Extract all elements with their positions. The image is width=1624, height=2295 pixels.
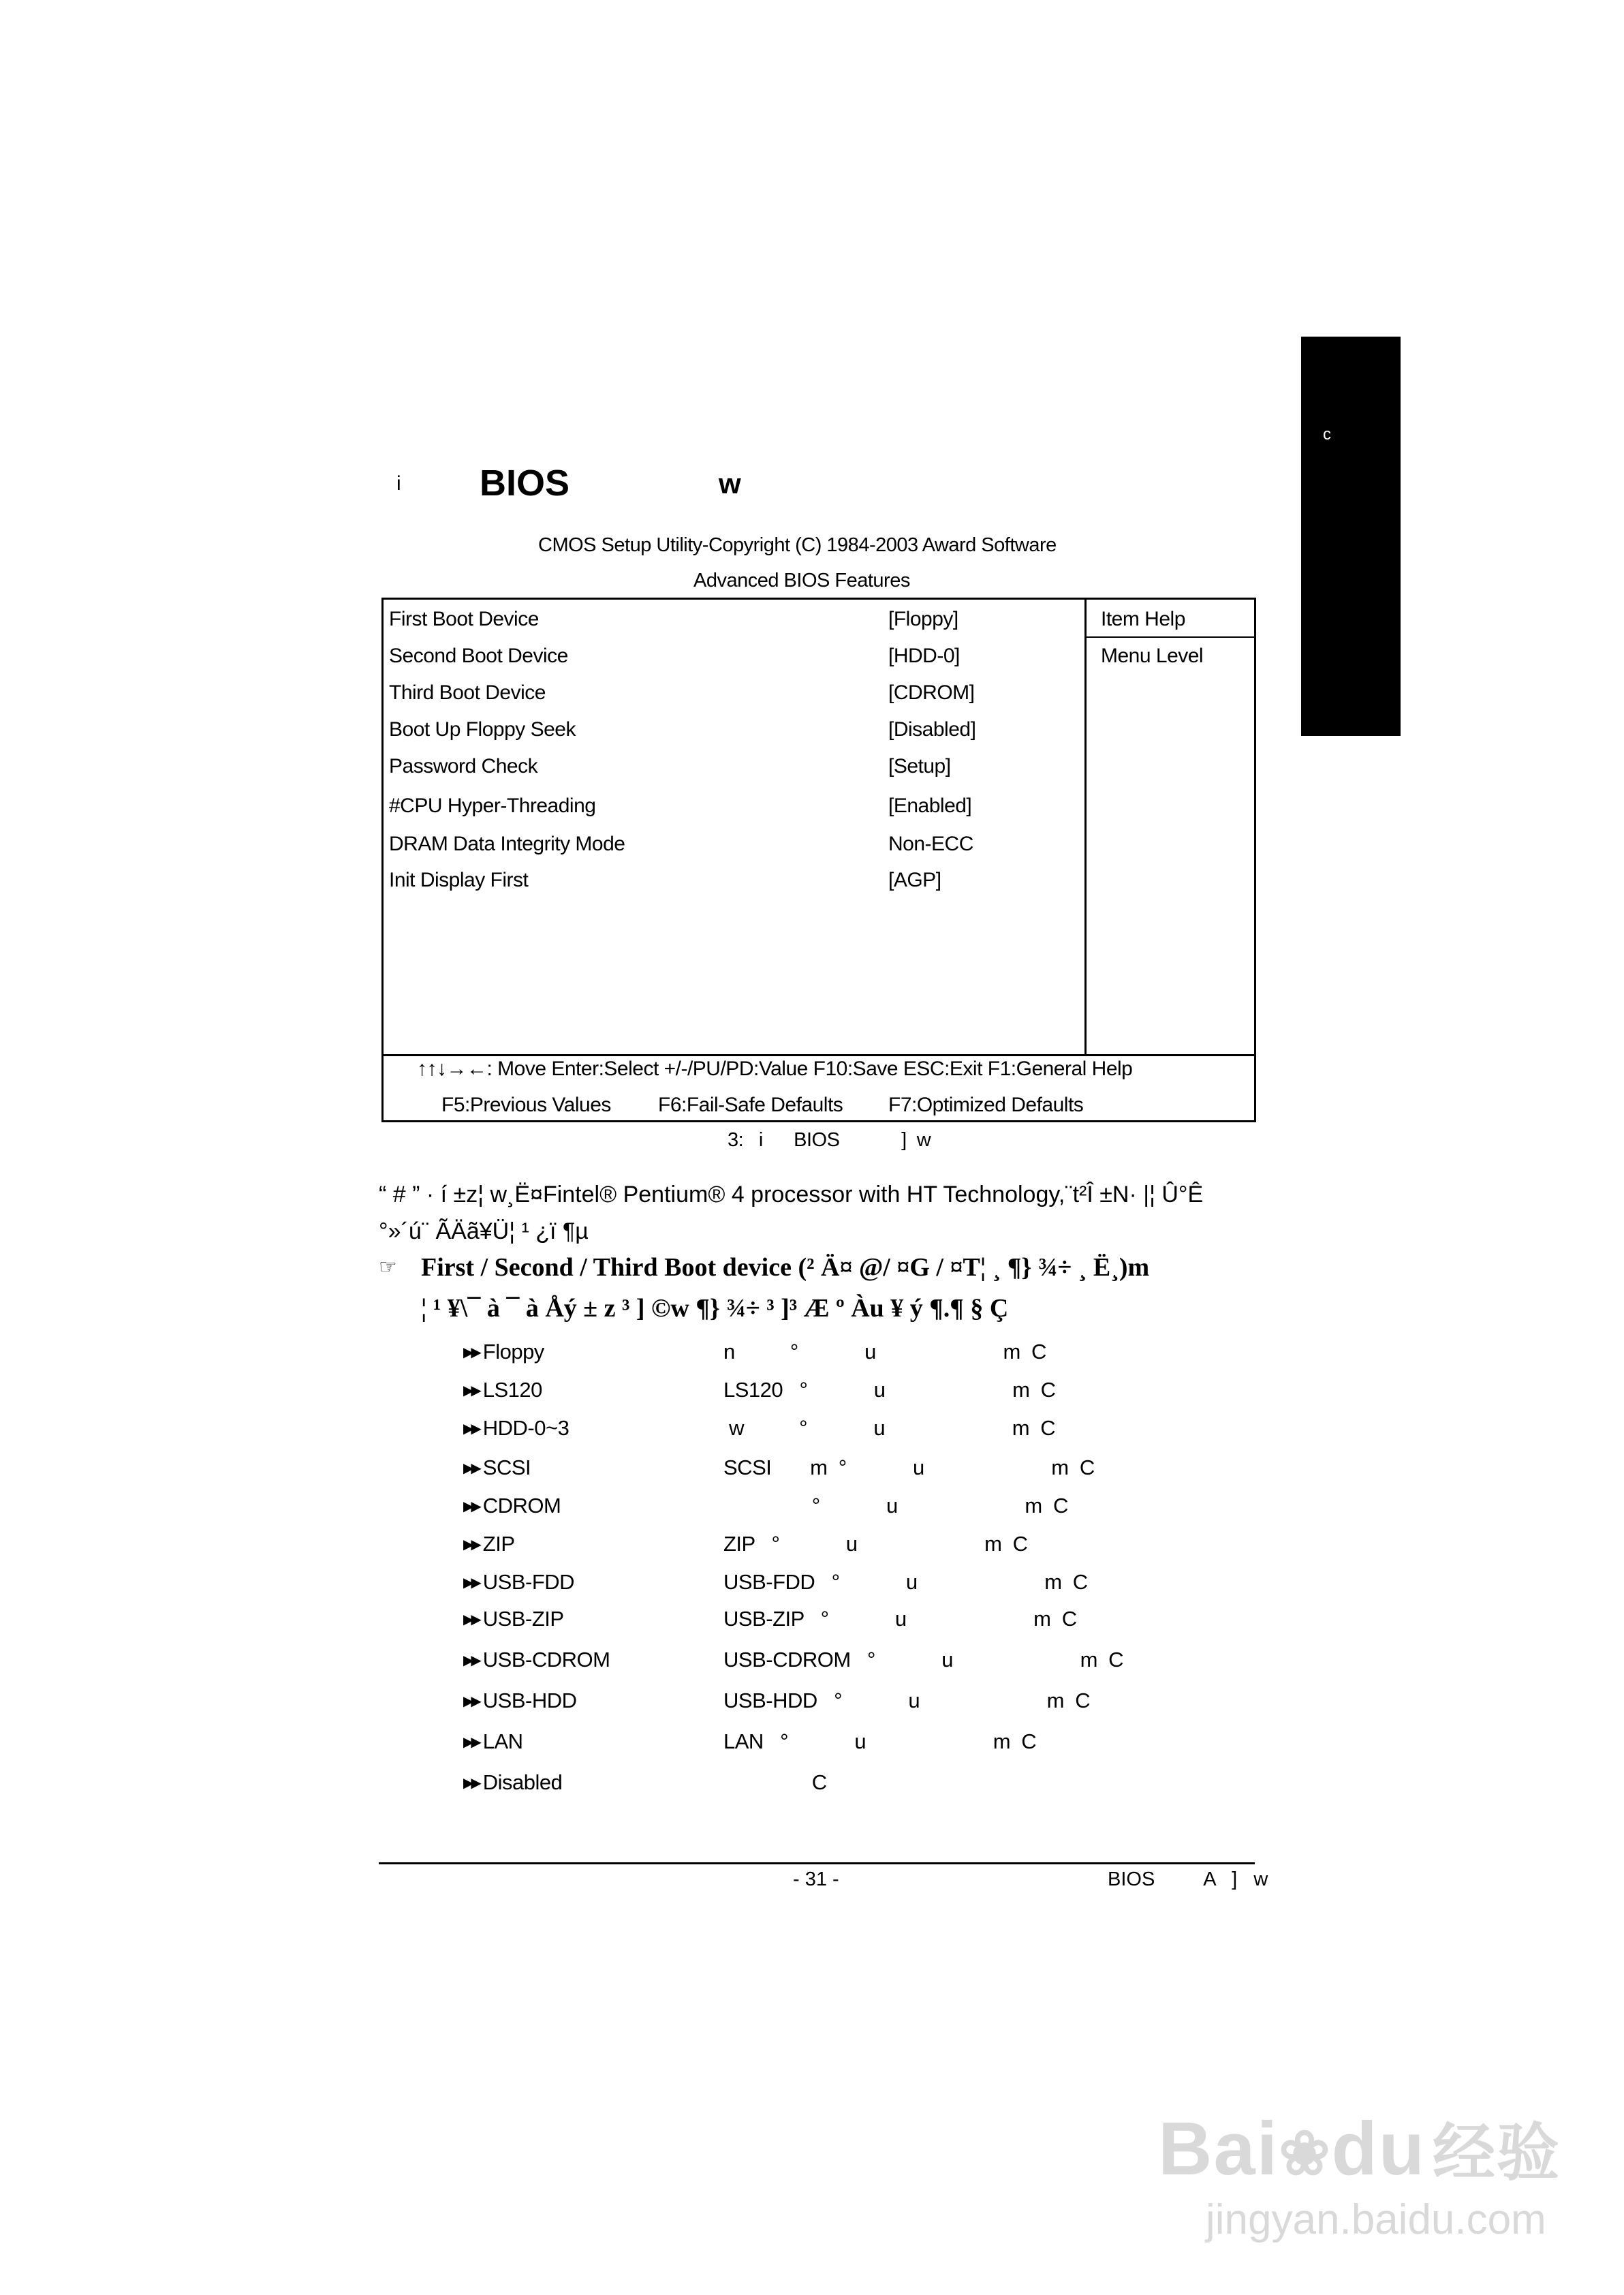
boot-option-desc: USB-CDROM ° u m C xyxy=(723,1648,1124,1672)
bios-item-label[interactable]: First Boot Device xyxy=(389,608,539,630)
boot-option-desc: USB-FDD ° u m C xyxy=(723,1570,1088,1594)
double-arrow-icon: ▶▶ xyxy=(463,1575,479,1590)
double-arrow-icon: ▶▶ xyxy=(463,1776,479,1791)
footer-chapter: BIOS A ] w xyxy=(1108,1868,1268,1890)
boot-option: ▶▶ CDROM xyxy=(463,1494,561,1518)
bios-item-value[interactable]: [Enabled] xyxy=(888,795,972,817)
key-legend-f7: F7:Optimized Defaults xyxy=(888,1094,1084,1116)
watermark-logo: Bai❀du 经验 xyxy=(1158,2107,1561,2191)
section-heading: BIOS xyxy=(480,463,570,504)
heading-prefix: i xyxy=(396,472,401,495)
help-title: Item Help xyxy=(1101,608,1185,630)
double-arrow-icon: ▶▶ xyxy=(463,1383,479,1398)
chapter-tab-label: c xyxy=(1323,425,1331,444)
hand-pointer-icon: ☞ xyxy=(379,1256,397,1278)
double-arrow-icon: ▶▶ xyxy=(463,1735,479,1750)
boot-option: ▶▶ Floppy xyxy=(463,1340,544,1364)
boot-option: ▶▶ LAN xyxy=(463,1729,523,1753)
bios-item-label[interactable]: #CPU Hyper-Threading xyxy=(389,795,596,817)
bios-divider-vertical xyxy=(1084,598,1087,1054)
bios-item-value[interactable]: [Disabled] xyxy=(888,718,976,741)
double-arrow-icon: ▶▶ xyxy=(463,1537,479,1552)
key-legend-f5: F5:Previous Values xyxy=(441,1094,611,1116)
footer-rule xyxy=(379,1862,1255,1864)
double-arrow-icon: ▶▶ xyxy=(463,1345,479,1360)
chapter-tab xyxy=(1301,337,1401,736)
bios-screen xyxy=(381,598,1256,1122)
double-arrow-icon: ▶▶ xyxy=(463,1461,479,1476)
boot-option: ▶▶ LS120 xyxy=(463,1378,542,1402)
boot-option-desc: w ° u m C xyxy=(723,1416,1056,1440)
boot-option-desc: USB-HDD ° u m C xyxy=(723,1689,1091,1712)
boot-section-subtitle: ¦ ¹ ¥\¯ à ¯ à Åý ± z ³ ] ©w ¶} ¾÷ ³ ]³ Æ º Àu ¥ ý ¶.¶ § Ç xyxy=(421,1294,1009,1323)
help-divider xyxy=(1087,636,1256,638)
page-number: - 31 - xyxy=(793,1868,839,1890)
bios-item-label[interactable]: Password Check xyxy=(389,755,538,777)
boot-option: ▶▶ SCSI xyxy=(463,1455,531,1479)
bios-item-value[interactable]: [Floppy] xyxy=(888,608,958,630)
bios-item-label[interactable]: DRAM Data Integrity Mode xyxy=(389,833,625,855)
bios-item-value[interactable]: [CDROM] xyxy=(888,681,975,704)
boot-option: ▶▶ USB-CDROM xyxy=(463,1648,610,1672)
watermark-url: jingyan.baidu.com xyxy=(1206,2196,1546,2243)
boot-option-desc: C xyxy=(723,1770,827,1794)
heading-suffix: w xyxy=(719,467,741,499)
boot-option-desc: USB-ZIP ° u m C xyxy=(723,1607,1077,1631)
boot-option-desc: ZIP ° u m C xyxy=(723,1532,1028,1556)
help-level: Menu Level xyxy=(1101,645,1204,667)
double-arrow-icon: ▶▶ xyxy=(463,1499,479,1514)
boot-option: ▶▶ HDD-0~3 xyxy=(463,1416,569,1440)
bios-item-value[interactable]: Non-ECC xyxy=(888,833,973,855)
boot-section-title: First / Second / Third Boot device (² Ä¤ @/ ¤G / ¤T¦ ¸ ¶} ¾÷ ¸ Ë¸)m xyxy=(421,1253,1150,1282)
bios-item-value[interactable]: [Setup] xyxy=(888,755,951,777)
double-arrow-icon: ▶▶ xyxy=(463,1612,479,1627)
bios-caption-title: CMOS Setup Utility-Copyright (C) 1984-2003 Award Software xyxy=(538,534,1057,556)
paw-icon: ❀ xyxy=(1279,2120,1332,2188)
key-legend-f6: F6:Fail-Safe Defaults xyxy=(658,1094,843,1116)
boot-option-desc: SCSI m ° u m C xyxy=(723,1455,1095,1479)
boot-option-desc: ° u m C xyxy=(723,1494,1068,1518)
bios-item-label[interactable]: Second Boot Device xyxy=(389,645,568,667)
paragraph-line2: °»´ú¨ ÃÄã¥Ü¦ ¹ ¿ï ¶µ xyxy=(379,1218,589,1244)
boot-option: ▶▶ ZIP xyxy=(463,1532,515,1556)
bios-item-value[interactable]: [AGP] xyxy=(888,869,941,891)
boot-option-desc: n ° u m C xyxy=(723,1340,1046,1364)
bios-item-label[interactable]: Init Display First xyxy=(389,869,529,891)
double-arrow-icon: ▶▶ xyxy=(463,1694,479,1709)
bios-item-label[interactable]: Third Boot Device xyxy=(389,681,546,704)
bios-item-label[interactable]: Boot Up Floppy Seek xyxy=(389,718,576,741)
boot-option: ▶▶ USB-HDD xyxy=(463,1689,577,1712)
boot-option: ▶▶ USB-FDD xyxy=(463,1570,575,1594)
boot-option-desc: LS120 ° u m C xyxy=(723,1378,1056,1402)
bios-item-value[interactable]: [HDD-0] xyxy=(888,645,960,667)
key-legend-line1: ↑↑↓→←: Move Enter:Select +/-/PU/PD:Value F10:Save ESC:Exit F1:General Help xyxy=(417,1058,1133,1080)
double-arrow-icon: ▶▶ xyxy=(463,1421,479,1436)
boot-option: ▶▶ Disabled xyxy=(463,1770,563,1794)
boot-option: ▶▶ USB-ZIP xyxy=(463,1607,564,1631)
figure-caption: 3: i BIOS ] w xyxy=(728,1129,931,1151)
bios-divider-horizontal xyxy=(381,1054,1256,1056)
paragraph-line1: “ # ” · í ±z¦ w¸Ë¤Fintel® Pentium® 4 processor with HT Technology,¨t²Î ±N· |¦ Û°Ê xyxy=(379,1182,1204,1207)
double-arrow-icon: ▶▶ xyxy=(463,1653,479,1668)
boot-option-desc: LAN ° u m C xyxy=(723,1729,1037,1753)
bios-caption-subtitle: Advanced BIOS Features xyxy=(693,570,910,591)
